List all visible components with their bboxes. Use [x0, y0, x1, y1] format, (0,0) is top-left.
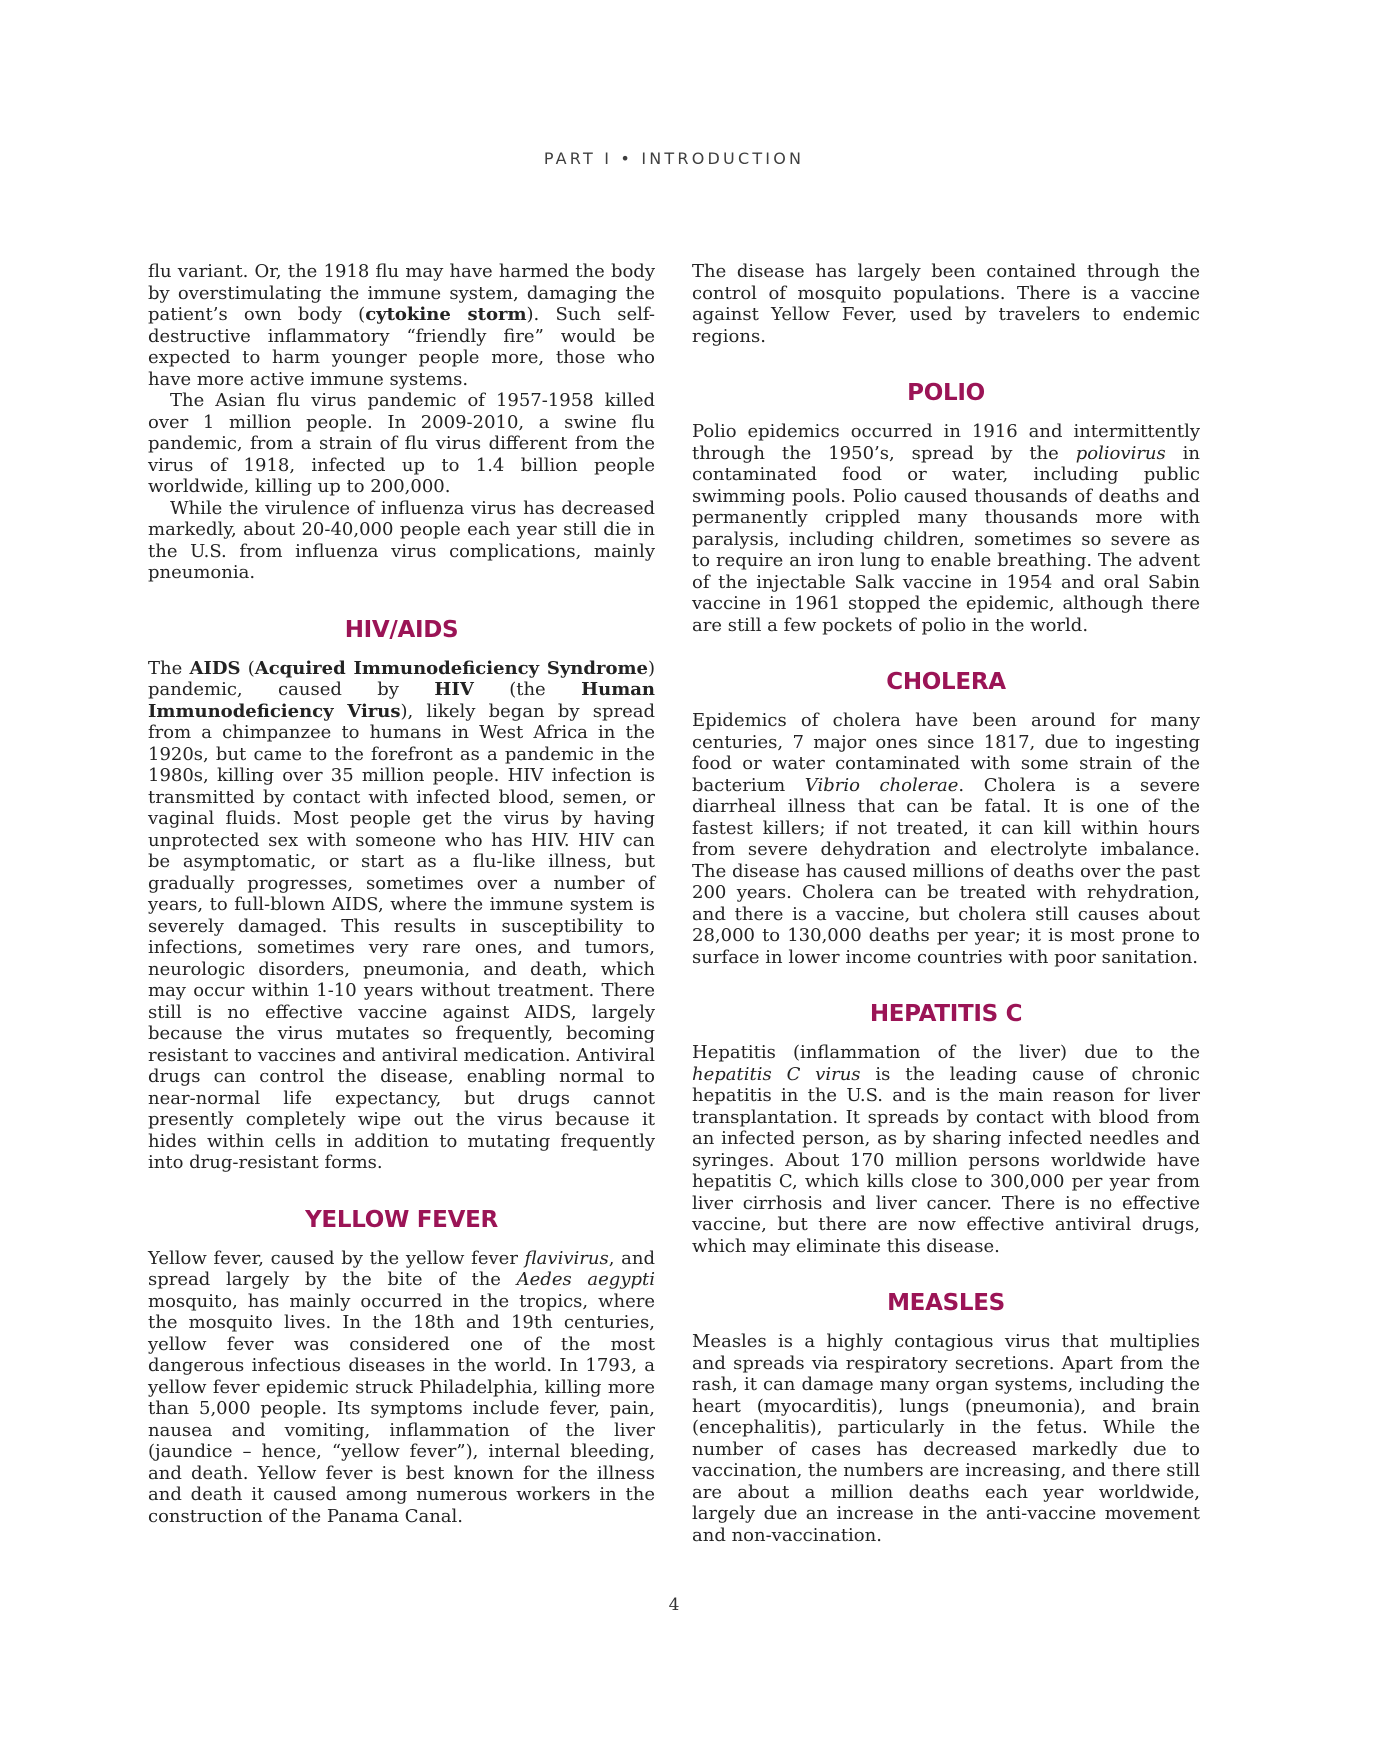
section-heading-cholera: CHOLERA: [886, 669, 1006, 695]
bold-text-run: Acquired Immunodeficiency Syndrome: [254, 657, 648, 679]
section-heading-measles: MEASLES: [887, 1290, 1005, 1316]
running-header: PART I • INTRODUCTION: [543, 149, 805, 168]
text-run: The disease has largely been contained through the control of mosquito populations. There is a vaccine against Yellow Fever, used by travelers to endemic regions.: [692, 261, 1200, 347]
page-number: 4: [668, 1595, 680, 1615]
text-run: ), likely began by spread from a chimpanzee to humans in West Africa in the 1920s, but came to the forefront as a pandemic in the 1980s, killing over 35 million people. HIV infection is transmitted by contact with infected blood, semen, or vaginal fluids. Most people get the virus by having unprotected sex with someone who has HIV. HIV can be asymptomatic, or start as a flu-like illness, but gradually progresses, sometimes over a number of years, to full-blown AIDS, where the immune system is severely damaged. This results in susceptibility to infections, sometimes very rare ones, and tumors, neurologic disorders, pneumonia, and death, which may occur within 1-10 years without treatment. There still is no effective vaccine against AIDS, largely because the virus mutates so frequently, becoming resistant to vaccines and antiviral medication. Antiviral drugs can control the disease, enabling normal to near-normal life expectancy, but drugs cannot presently completely wipe out the virus because it hides within cells in addition to mutating frequently into drug-resistant forms.: [148, 700, 655, 1173]
section-heading-polio: POLIO: [907, 380, 985, 406]
bold-text-run: cytokine storm: [365, 304, 527, 325]
body-paragraph: [148, 658, 655, 1174]
text-run: , and spread largely by the bite of the: [148, 1247, 655, 1290]
text-run: . Cholera is a severe diarrheal illness that can be fatal. It is one of the fastest killers; if not treated, it can kill within hours from severe dehydration and electrolyte imbalance. The disease has caused millions of deaths over the past 200 years. Cholera can be treated with rehydration, and there is a vaccine, but cholera still causes about 28,000 to 130,000 deaths per year; it is most prone to surface in lower income countries with poor sanitation.: [692, 774, 1200, 968]
body-paragraph: [692, 710, 1200, 968]
bold-text-run: AIDS: [189, 657, 241, 679]
text-run: Polio epidemics occurred in 1916 and intermittently through the 1950’s, spread by the: [692, 421, 1200, 464]
text-run: ). Such self-destructive inflammatory “friendly fire” would be expected to harm younger people more, those who have more active immune systems.: [148, 304, 655, 390]
body-paragraph: [692, 1331, 1200, 1546]
body-paragraph: [148, 1248, 655, 1528]
text-run: (: [240, 657, 255, 679]
text-run: Hepatitis (inflammation of the liver) due to the: [692, 1042, 1200, 1063]
body-paragraph: [692, 1042, 1200, 1257]
right-column: [692, 261, 1200, 1546]
text-run: Measles is a highly contagious virus that multiplies and spreads via respiratory secretions. Apart from the rash, it can damage many organ systems, including the heart (myocarditis), lungs (pneumonia), and brain (encephalitis), particularly in the fetus. While the number of cases has decreased markedly due to vaccination, the numbers are increasing, and there still are about a million deaths each year worldwide, largely due an increase in the anti-vaccine movement and non-vaccination.: [692, 1331, 1200, 1546]
text-run: flu variant. Or, the 1918 flu may have harmed the body by overstimulating the immune system, damaging the patient’s own body (: [148, 261, 655, 325]
body-paragraph: [692, 421, 1200, 636]
text-run: in contaminated food or water, including public swimming pools. Polio caused thousands of deaths and permanently crippled many thousands more with paralysis, including children, sometimes so severe as to require an iron lung to enable breathing. The advent of the injectable Salk vaccine in 1954 and oral Sabin vaccine in 1961 stopped the epidemic, although there are still a few pockets of polio in the world.: [692, 442, 1200, 636]
text-run: is the leading cause of chronic hepatitis in the U.S. and is the main reason for liver transplantation. It spreads by contact with blood from an infected person, as by sharing infected needles and syringes. About 170 million persons worldwide have hepatitis C, which kills close to 300,000 per year from liver cirrhosis and liver cancer. There is no effective vaccine, but there are now effective antiviral drugs, which may eliminate this disease.: [692, 1063, 1200, 1257]
body-paragraph: [692, 261, 1200, 347]
text-run: While the virulence of influenza virus has decreased markedly, about 20-40,000 people each year still die in the U.S. from influenza virus complications, mainly pneumonia.: [148, 497, 655, 583]
text-run: ) pandemic, caused by: [148, 657, 655, 700]
text-run: Yellow fever, caused by the yellow fever: [148, 1247, 525, 1269]
text-run: Epidemics of cholera have been around for many centuries, 7 major ones since 1817, due to ingesting food or water contaminated with some strain of the bacterium: [692, 710, 1200, 796]
text-run: mosquito, has mainly occurred in the tropics, where the mosquito lives. In the 18th and 19th centuries, yellow fever was considered one of the most dangerous infectious diseases in the world. In 1793, a yellow fever epidemic struck Philadelphia, killing more than 5,000 people. Its symptoms include fever, pain, nausea and vomiting, inflammation of the liver (jaundice – hence, “yellow fever”), internal bleeding, and death. Yellow fever is best known for the illness and death it caused among numerous workers in the construction of the Panama Canal.: [148, 1290, 655, 1527]
section-heading-hepatitis-c: HEPATITIS C: [869, 1001, 1023, 1027]
italic-text-run: flavivirus: [524, 1247, 609, 1269]
left-column: [148, 261, 655, 1527]
body-paragraph: [148, 390, 655, 498]
text-run: The Asian flu virus pandemic of 1957-1958 killed over 1 million people. In 2009-2010, a swine flu pandemic, from a strain of flu virus different from the virus of 1918, infected up to 1.4 billion people worldwide, killing up to 200,000.: [148, 390, 655, 497]
body-paragraph: [148, 261, 655, 390]
italic-text-run: Aedes aegypti: [516, 1269, 656, 1290]
text-run: The: [148, 657, 190, 679]
bold-text-run: Human Immunodeficiency Virus: [148, 679, 656, 722]
bold-text-run: HIV: [434, 679, 474, 700]
italic-text-run: poliovirus: [1075, 442, 1166, 464]
section-heading-yellow-fever: YELLOW FEVER: [305, 1206, 498, 1233]
italic-text-run: hepatitis C virus: [692, 1063, 861, 1085]
italic-text-run: Vibrio cholerae: [804, 774, 959, 796]
body-paragraph: [148, 498, 655, 584]
section-heading-hiv-aids: HIV/AIDS: [344, 616, 459, 643]
text-run: (the: [473, 679, 582, 700]
